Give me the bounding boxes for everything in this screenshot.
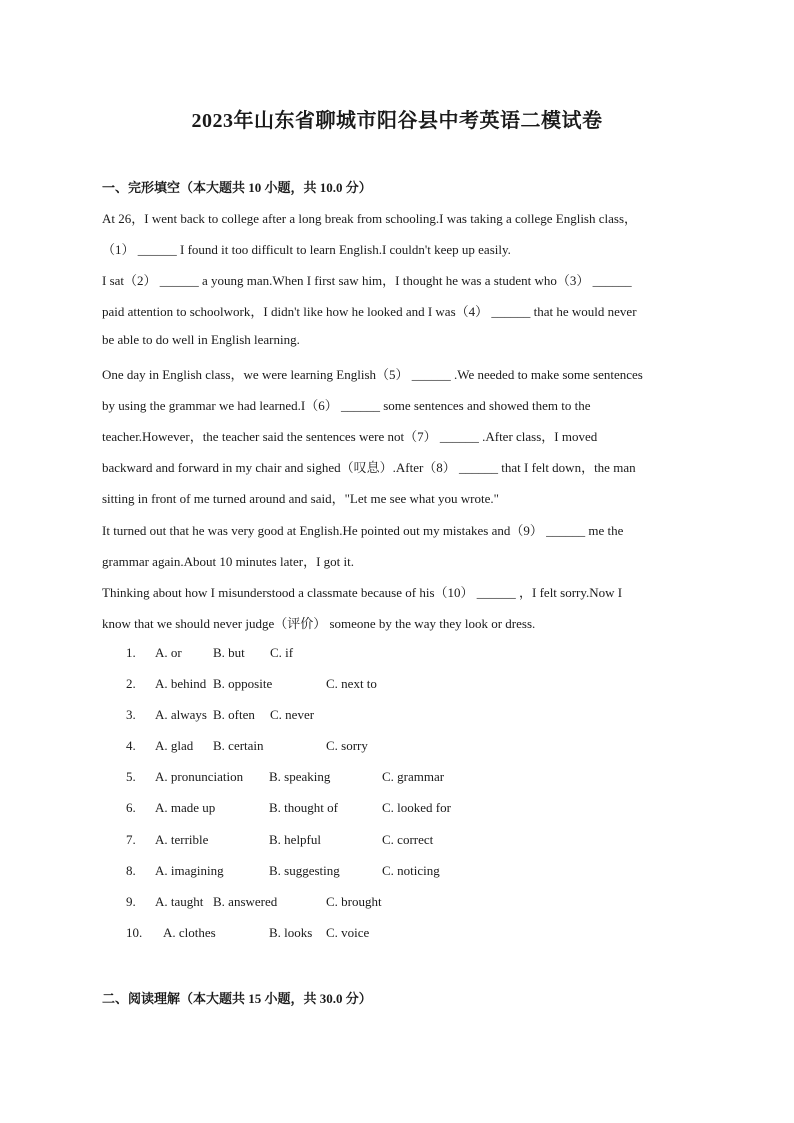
question-number: 2. [126,676,136,691]
option-b: B. opposite [213,676,273,691]
option-c: C. next to [326,676,377,691]
page-title: 2023年山东省聊城市阳谷县中考英语二模试卷 [191,110,603,132]
option-b: B. looks [269,925,313,940]
option-a: A. made up [155,800,216,815]
question-number: 1. [126,645,136,660]
question-number: 5. [126,769,136,784]
passage-line: （1） ______ I found it too difficult to learn English.I couldn't keep up easily. [102,242,511,257]
option-a: A. behind [155,676,207,691]
passage-line: I sat（2） ______ a young man.When I first saw him，I thought he was a student who（3） ______ [102,273,632,288]
passage-line: grammar again.About 10 minutes later，I got it. [102,554,354,569]
question-number: 9. [126,894,136,909]
passage-line: know that we should never judge（评价） someone by the way they look or dress. [102,616,536,631]
option-c: C. never [270,707,315,722]
option-a: A. glad [155,738,194,753]
option-a: A. imagining [155,863,224,878]
option-b: B. but [213,645,245,660]
passage-line: by using the grammar we had learned.I（6） ______ some sentences and showed them to the [102,398,591,413]
option-c: C. grammar [382,769,445,784]
option-c: C. if [270,645,294,660]
option-a: A. or [155,645,182,660]
option-c: C. correct [382,832,434,847]
passage-line: be able to do well in English learning. [102,332,300,347]
option-c: C. sorry [326,738,368,753]
section-heading-reading: 二、阅读理解（本大题共 15 小题，共 30.0 分） [102,991,372,1006]
section-heading-cloze: 一、完形填空（本大题共 10 小题，共 10.0 分） [102,180,372,195]
option-a: A. clothes [163,925,216,940]
option-b: B. certain [213,738,264,753]
option-b: B. speaking [269,769,331,784]
option-a: A. pronunciation [155,769,244,784]
question-number: 10. [126,925,143,940]
question-number: 6. [126,800,136,815]
passage-line: Thinking about how I misunderstood a classmate because of his（10） ______ ，I felt sorry.Now I [102,585,623,600]
question-number: 8. [126,863,136,878]
passage-line: It turned out that he was very good at English.He pointed out my mistakes and（9） ______ me the [102,523,624,538]
option-a: A. taught [155,894,204,909]
option-b: B. often [213,707,255,722]
question-number: 3. [126,707,136,722]
passage-line: backward and forward in my chair and sighed（叹息）.After（8） ______ that I felt down，the man [102,460,636,475]
option-b: B. answered [213,894,278,909]
option-c: C. brought [326,894,382,909]
option-c: C. noticing [382,863,440,878]
option-b: B. thought of [269,800,338,815]
option-b: B. suggesting [269,863,340,878]
question-number: 7. [126,832,136,847]
question-number: 4. [126,738,136,753]
option-a: A. terrible [155,832,209,847]
option-c: C. voice [326,925,370,940]
option-a: A. always [155,707,207,722]
option-b: B. helpful [269,832,321,847]
passage-line: One day in English class，we were learning English（5） ______ .We needed to make some sentences [102,367,643,382]
passage-line: paid attention to schoolwork，I didn't like how he looked and I was（4） ______ that he would never [102,304,637,319]
passage-line: At 26，I went back to college after a long break from schooling.I was taking a college English class， [102,211,638,226]
option-c: C. looked for [382,800,451,815]
passage-line: teacher.However，the teacher said the sentences were not（7） ______ .After class，I moved [102,429,598,444]
passage-line: sitting in front of me turned around and said，"Let me see what you wrote." [102,491,499,506]
